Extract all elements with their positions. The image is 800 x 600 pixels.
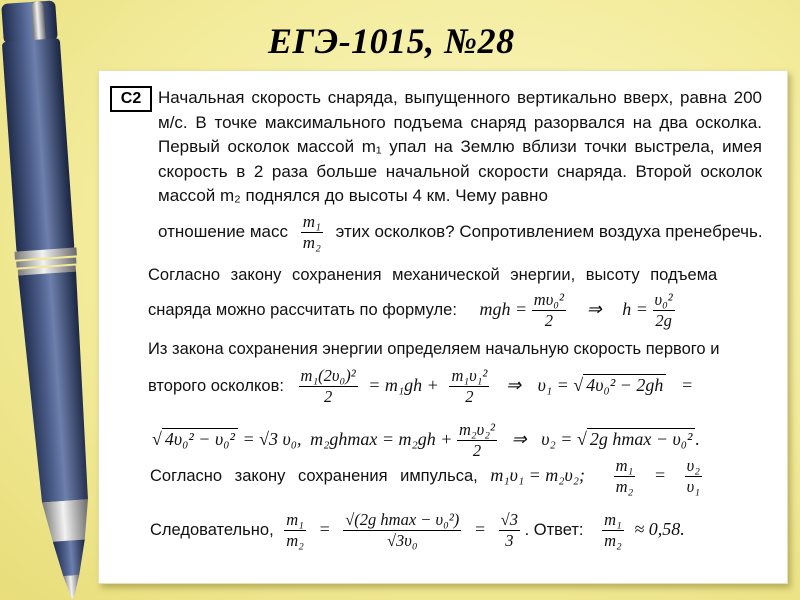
line7-fraction-2 bbox=[343, 510, 461, 551]
solution-line-2 bbox=[148, 290, 675, 331]
solution-line-4 bbox=[148, 366, 693, 407]
line2-fraction-1 bbox=[532, 290, 566, 331]
implies-arrow: ⇒ bbox=[505, 374, 522, 395]
fraction-numerator: υ₀² bbox=[654, 290, 673, 309]
problem-last-prefix: отношение масс bbox=[158, 221, 289, 241]
line4-radicand: 4υ₀² − 2gh bbox=[583, 374, 666, 395]
solution-line-6 bbox=[150, 456, 702, 497]
line2-prefix: снаряда можно рассчитать по формуле: bbox=[148, 300, 457, 319]
fraction-denominator: υ₁ bbox=[686, 477, 700, 496]
fraction-numerator: mυ₀² bbox=[533, 290, 564, 309]
solution-line-1: Согласно закону сохранения механической энергии, высоту подъема bbox=[148, 266, 718, 284]
line7-prefix: Следовательно, bbox=[150, 520, 274, 539]
solution-line-5 bbox=[152, 420, 700, 461]
fraction-denominator: m₂ bbox=[286, 531, 304, 550]
line7-result: ≈ 0,58. bbox=[634, 518, 685, 539]
line5-v2: υ₂ = bbox=[541, 428, 573, 449]
line7-eq: = bbox=[318, 518, 331, 539]
fraction-denominator: 3 bbox=[505, 531, 514, 550]
fraction-numerator: m₂υ₂² bbox=[459, 420, 495, 439]
solution-line-3: Из закона сохранения энергии определяем начальную скорость первого и bbox=[148, 340, 720, 358]
fraction-denominator: m₂ bbox=[604, 531, 622, 550]
sqrt-sign: √ bbox=[573, 374, 584, 395]
line4-v1: υ₁ = bbox=[537, 374, 569, 395]
line5-dot: . bbox=[695, 428, 700, 449]
line2-lhs: mgh = bbox=[479, 298, 528, 319]
fraction-denominator: 2 bbox=[323, 387, 333, 406]
mass-ratio-fraction bbox=[301, 212, 323, 253]
line6-fraction-2 bbox=[685, 456, 702, 497]
line2-fraction-2 bbox=[653, 290, 675, 331]
implies-arrow: ⇒ bbox=[586, 298, 602, 319]
fraction-denominator: 2 bbox=[472, 441, 482, 460]
fraction-numerator: m₁ bbox=[604, 510, 622, 529]
sqrt-sign: √ bbox=[152, 428, 162, 449]
line7-fraction-4 bbox=[602, 510, 624, 551]
line4-eq: = bbox=[680, 374, 694, 395]
line5-mid: = √3 υ₀, bbox=[242, 428, 302, 449]
line4-fraction-2 bbox=[449, 366, 489, 407]
fraction-numerator: υ₂ bbox=[686, 456, 700, 475]
fraction-numerator: √(2g hmax − υ₀²) bbox=[345, 510, 460, 529]
line7-eq2: = bbox=[473, 518, 487, 539]
line6-fraction-1 bbox=[614, 456, 636, 497]
solution-line-7 bbox=[150, 510, 685, 551]
line4-fraction-1 bbox=[299, 366, 358, 407]
fraction-denominator: m₂ bbox=[302, 233, 321, 252]
problem-last-suffix: этих осколков? Сопротивлением воздуха пренебречь. bbox=[335, 221, 763, 241]
line7-fraction-1 bbox=[284, 510, 306, 551]
fraction-denominator: √3υ₀ bbox=[386, 531, 418, 550]
fraction-numerator: m₁ bbox=[615, 456, 634, 475]
line5-fraction bbox=[457, 420, 497, 461]
line7-fraction-3 bbox=[499, 510, 520, 551]
fraction-numerator: m₁ bbox=[302, 212, 321, 231]
line2-h: h = bbox=[622, 298, 648, 319]
fraction-numerator: √3 bbox=[500, 510, 518, 529]
line4-prefix: второго осколков: bbox=[148, 376, 284, 395]
line6-text: Согласно закону сохранения импульса, bbox=[150, 466, 478, 485]
fraction-numerator: m₁υ₁² bbox=[451, 366, 488, 385]
fraction-numerator: m₁(2υ₀)² bbox=[300, 366, 356, 385]
line4-mid: = m₁gh + bbox=[368, 374, 439, 395]
implies-arrow: ⇒ bbox=[511, 428, 527, 449]
sqrt-sign: √ bbox=[576, 428, 587, 449]
line6-eq2: = bbox=[653, 464, 667, 485]
line6-eq: m₁υ₁ = m₂υ₂; bbox=[490, 464, 586, 485]
line5-radicand-2: 2g hmax − υ₀² bbox=[587, 428, 696, 449]
fraction-denominator: 2g bbox=[655, 311, 672, 330]
problem-text: Начальная скорость снаряда, выпущенного вертикально вверх, равна 200 м/с. В точке максимального подъема снаряд разорвался на два осколка. Первый осколок массой m₁ упал на Землю вблизи точки выстрела, имея скорость в 2 раза больше начальной скорости снаряда. Второй осколок массой m₂ поднялся до высоты 4 км. Чему равно bbox=[158, 88, 762, 205]
line7-answer-label: . Ответ: bbox=[524, 520, 584, 539]
line5-radicand: 4υ₀² − υ₀² bbox=[162, 428, 238, 449]
fraction-denominator: 2 bbox=[544, 311, 553, 330]
problem-last-line bbox=[158, 212, 778, 253]
task-badge: С2 bbox=[110, 86, 152, 112]
line5-eq: m₂ghmax = m₂gh + bbox=[310, 428, 453, 449]
page-title: ЕГЭ-1015, №28 bbox=[268, 21, 515, 61]
fraction-denominator: 2 bbox=[465, 387, 474, 406]
fraction-numerator: m₁ bbox=[286, 510, 304, 529]
fraction-denominator: m₂ bbox=[615, 477, 634, 496]
